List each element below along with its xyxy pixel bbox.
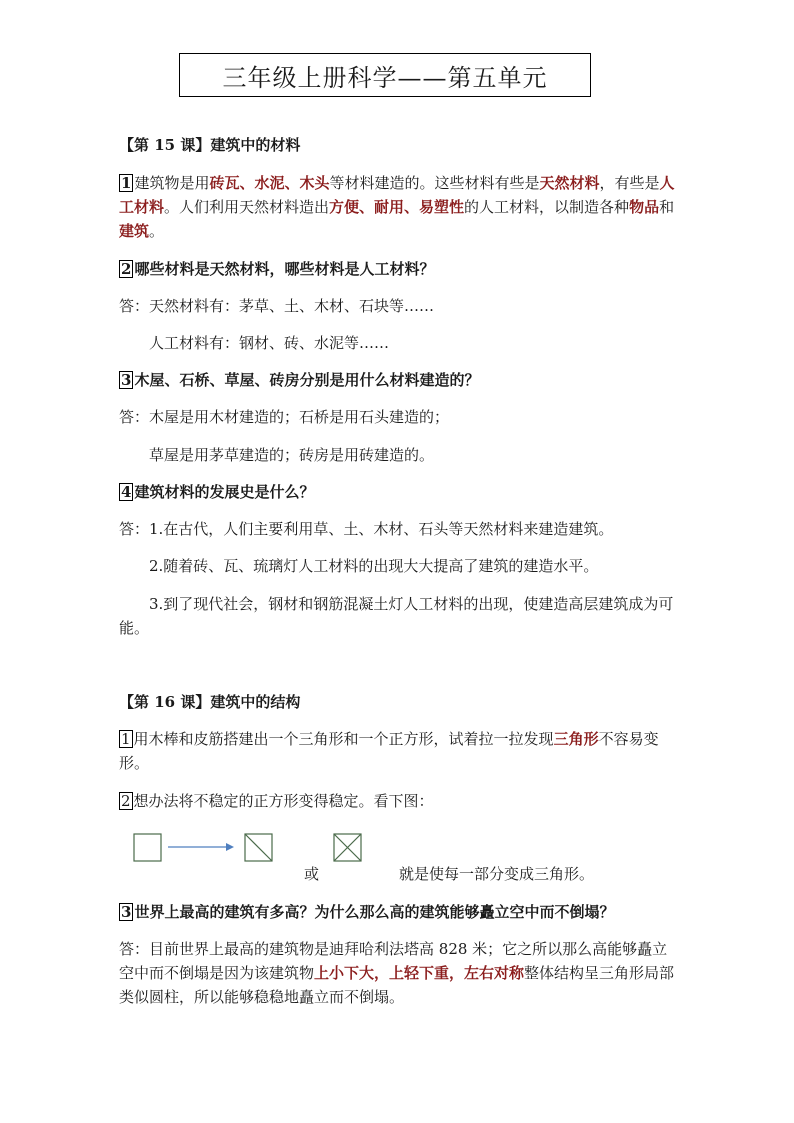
highlight-term: 天然材料 bbox=[539, 174, 600, 192]
question-text: 木屋、石桥、草屋、砖房分别是用什么材料建造的？ bbox=[134, 371, 480, 389]
text-run: 建筑物是用 bbox=[134, 174, 210, 192]
lesson15-heading: 【第 15 课】建筑中的材料 bbox=[119, 136, 301, 154]
q2-text: 想办法将不稳定的正方形变得稳定。看下图： bbox=[133, 792, 434, 810]
page-title: 三年级上册科学——第五单元 bbox=[179, 53, 591, 97]
square-shape bbox=[134, 834, 161, 861]
lesson16-q3-answer bbox=[119, 937, 679, 1009]
q1-text-after: 不容易变形。 bbox=[119, 730, 659, 772]
answer-before: 答：目前世界上最高的建筑物是迪拜哈利法塔高 828 米；它之所以那么高能够矗立空中而不倒塌是因为该建筑物 bbox=[119, 940, 668, 982]
lesson15-q4-question bbox=[119, 480, 679, 504]
highlight-term: 物品 bbox=[629, 198, 660, 216]
q1-highlight: 三角形 bbox=[553, 730, 599, 748]
text-run: 等材料建造的。这些材料有些是 bbox=[329, 174, 540, 192]
diagram-caption: 就是使每一部分变成三角形。 bbox=[399, 865, 595, 883]
diagonal-line bbox=[334, 834, 361, 861]
highlight-term: 建筑 bbox=[119, 222, 150, 240]
lesson15-q2-question bbox=[119, 257, 679, 281]
lesson16-heading: 【第 16 课】建筑中的结构 bbox=[119, 693, 301, 711]
question-text: 世界上最高的建筑有多高？为什么那么高的建筑能够矗立空中而不倒塌？ bbox=[134, 903, 615, 921]
q-number: 3 bbox=[121, 903, 132, 921]
diagonal-line bbox=[245, 834, 272, 861]
text-run: 的人工材料，以制造各种 bbox=[464, 198, 630, 216]
lesson16-q1 bbox=[119, 727, 679, 775]
answer-highlight: 上小下大，上轻下重，左右对称 bbox=[314, 964, 525, 982]
lesson15-q2-answer2: 人工材料有：钢材、砖、水泥等…… bbox=[149, 334, 390, 352]
highlight-term: 人工材料 bbox=[119, 174, 675, 216]
q-number: 3 bbox=[121, 371, 132, 389]
lesson15-q3-question bbox=[119, 368, 679, 392]
text-run: 。 bbox=[149, 222, 165, 240]
lesson16-q3-question bbox=[119, 900, 679, 924]
diagonal-line bbox=[334, 834, 361, 861]
arrow-head bbox=[226, 843, 234, 851]
q-number: 2 bbox=[121, 260, 132, 278]
text-run: 。人们利用天然材料造出 bbox=[164, 198, 330, 216]
lesson15-q3-answer2: 草屋是用茅草建造的；砖房是用砖建造的。 bbox=[149, 446, 435, 464]
q-number: 4 bbox=[121, 483, 132, 501]
lesson15-q3-answer1: 答：木屋是用木材建造的；石桥是用石头建造的； bbox=[119, 408, 450, 426]
highlight-term: 砖瓦、水泥、木头 bbox=[209, 174, 330, 192]
lesson16-q2 bbox=[119, 789, 679, 813]
lesson15-q1 bbox=[119, 171, 679, 243]
question-text: 建筑材料的发展史是什么？ bbox=[134, 483, 315, 501]
lesson15-q2-answer1: 答：天然材料有：茅草、土、木材、石块等…… bbox=[119, 297, 435, 315]
lesson15-q4-answer2: 2.随着砖、瓦、琉璃灯人工材料的出现大大提高了建筑的建造水平。 bbox=[149, 557, 599, 575]
lesson15-q1-text bbox=[119, 174, 675, 240]
or-label: 或 bbox=[304, 865, 320, 883]
q-number: 2 bbox=[121, 792, 131, 810]
lesson15-q4-answer3: 3.到了现代社会，钢材和钢筋混凝土灯人工材料的出现，使建造高层建筑成为可能。 bbox=[119, 595, 674, 637]
lesson15-q4-answer1: 答：1.在古代，人们主要利用草、土、木材、石头等天然材料来建造建筑。 bbox=[119, 520, 614, 538]
highlight-term: 方便、耐用、易塑性 bbox=[329, 198, 465, 216]
text-run: 和 bbox=[659, 198, 675, 216]
square-two-diagonals bbox=[334, 834, 361, 861]
answer-after: 整体结构呈三角形局部类似圆柱，所以能够稳稳地矗立而不倒塌。 bbox=[119, 964, 675, 1006]
question-text: 哪些材料是天然材料，哪些材料是人工材料？ bbox=[134, 260, 435, 278]
square-one-diagonal bbox=[245, 834, 272, 861]
q-number: 1 bbox=[121, 730, 131, 748]
text-run: ，有些是 bbox=[599, 174, 660, 192]
q1-text-before: 用木棒和皮筋搭建出一个三角形和一个正方形，试着拉一拉发现 bbox=[133, 730, 554, 748]
q-number: 1 bbox=[121, 174, 132, 192]
